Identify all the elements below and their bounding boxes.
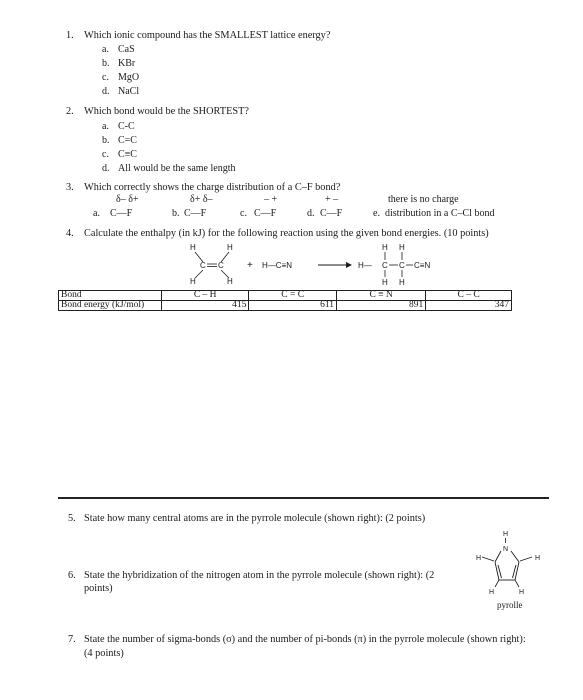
product-h-top-1: H <box>382 243 388 252</box>
q1-option-d: NaCl <box>118 86 140 97</box>
pyrrole-h-bottom-right: H <box>519 589 525 596</box>
q5-number: 5. <box>68 513 76 524</box>
pyrrole-h-top: H <box>503 531 509 538</box>
q7-text-line2: (4 points) <box>84 648 124 659</box>
q3-option-a: C—F <box>110 208 133 219</box>
q2-option-d: All would be the same length <box>118 163 236 174</box>
table-row-energy <box>59 301 512 311</box>
q3-text: Which correctly shows the charge distribution of a C–F bond? <box>84 182 341 193</box>
q4-text: Calculate the enthalpy (in kJ) for the following reaction using the given bond energies. (10 points) <box>84 228 489 239</box>
reaction-arrow <box>318 262 352 268</box>
q2-option-d-letter: d. <box>102 163 110 174</box>
q6-number: 6. <box>68 570 76 581</box>
q6-text-line2: points) <box>84 583 113 594</box>
table-bond-c-c: C – C <box>426 291 512 301</box>
ethylene-h-bottom-left: H <box>190 277 196 286</box>
table-label-energy: Bond energy (kJ/mol) <box>59 301 162 311</box>
product-cn-group: C≡N <box>414 261 431 270</box>
table-row-bond <box>59 291 512 301</box>
plus-sign: + <box>247 260 253 271</box>
q3-option-e-letter: e. <box>373 208 380 219</box>
q3-option-b-charges: δ+ δ– <box>190 194 213 205</box>
product-h-left: H— <box>358 261 372 270</box>
q5-text: State how many central atoms are in the pyrrole molecule (shown right): (2 points) <box>84 513 426 524</box>
q1-option-c-letter: c. <box>102 72 109 83</box>
pyrrole-h-right: H <box>535 555 541 562</box>
q6-text-line1: State the hybridization of the nitrogen atom in the pyrrole molecule (shown right): (2 <box>84 570 435 581</box>
q1-option-b-letter: b. <box>102 58 110 69</box>
table-energy-c-triple-n: 891 <box>336 301 425 311</box>
product-carbon-2: C <box>399 261 405 270</box>
bond-energy-table <box>58 290 512 311</box>
q1-number: 1. <box>66 30 74 41</box>
ethylene-h-top-right: H <box>227 243 233 252</box>
q2-option-c: C≡C <box>118 149 137 160</box>
q2-number: 2. <box>66 106 74 117</box>
table-energy-c-c: 347 <box>426 301 512 311</box>
q3-option-d: C—F <box>320 208 343 219</box>
q7-number: 7. <box>68 634 76 645</box>
product-molecule <box>358 243 430 287</box>
pyrrole-h-left: H <box>476 555 482 562</box>
q3-option-e: distribution in a C–Cl bond <box>385 208 495 219</box>
ethylene-carbon-1: C <box>200 261 206 270</box>
pyrrole-nitrogen: N <box>503 546 509 553</box>
hcn-molecule: H—C≡N <box>262 261 292 270</box>
q3-option-d-charges: + – <box>325 194 339 205</box>
product-h-bottom-1: H <box>382 278 388 287</box>
q2-text: Which bond would be the SHORTEST? <box>84 106 249 117</box>
pyrrole-h-bottom-left: H <box>489 589 495 596</box>
table-bond-c-h: C – H <box>162 291 249 301</box>
q3-option-e-line1: there is no charge <box>388 194 459 205</box>
q1-option-c: MgO <box>118 72 140 83</box>
q2-option-a: C-C <box>118 121 135 132</box>
q1-option-d-letter: d. <box>102 86 110 97</box>
q1-option-b: KBr <box>118 58 136 69</box>
product-carbon-1: C <box>382 261 388 270</box>
product-h-top-2: H <box>399 243 405 252</box>
ethylene-h-bottom-right: H <box>227 277 233 286</box>
q3-option-a-charges: δ– δ+ <box>116 194 139 205</box>
table-bond-c-double-c: C = C <box>249 291 337 301</box>
product-h-bottom-2: H <box>399 278 405 287</box>
table-bond-c-triple-n: C ≡ N <box>336 291 425 301</box>
ethylene-carbon-2: C <box>218 261 224 270</box>
table-energy-c-double-c: 611 <box>249 301 337 311</box>
q3-option-c-letter: c. <box>240 208 247 219</box>
q2-option-b: C=C <box>118 135 137 146</box>
q3-option-b-letter: b. <box>172 208 180 219</box>
q4-number: 4. <box>66 228 74 239</box>
q1-option-a: CaS <box>118 44 135 55</box>
q3-option-c: C—F <box>254 208 277 219</box>
q2-option-c-letter: c. <box>102 149 109 160</box>
pyrrole-label: pyrolle <box>497 600 523 610</box>
ethylene-molecule <box>190 243 233 286</box>
q1-text: Which ionic compound has the SMALLEST lattice energy? <box>84 30 331 41</box>
q3-option-a-letter: a. <box>93 208 100 219</box>
q2-option-b-letter: b. <box>102 135 110 146</box>
q3-option-c-charges: – + <box>264 194 278 205</box>
q7-text-line1: State the number of sigma-bonds (σ) and the number of pi-bonds (π) in the pyrrole molecule (shown right): <box>84 634 526 645</box>
q3-option-d-letter: d. <box>307 208 315 219</box>
ethylene-h-top-left: H <box>190 243 196 252</box>
table-label-bond: Bond <box>59 291 162 301</box>
section-divider <box>58 497 549 499</box>
q3-number: 3. <box>66 182 74 193</box>
table-energy-c-h: 415 <box>162 301 249 311</box>
q1-option-a-letter: a. <box>102 44 109 55</box>
q2-option-a-letter: a. <box>102 121 109 132</box>
q3-option-b: C—F <box>184 208 207 219</box>
